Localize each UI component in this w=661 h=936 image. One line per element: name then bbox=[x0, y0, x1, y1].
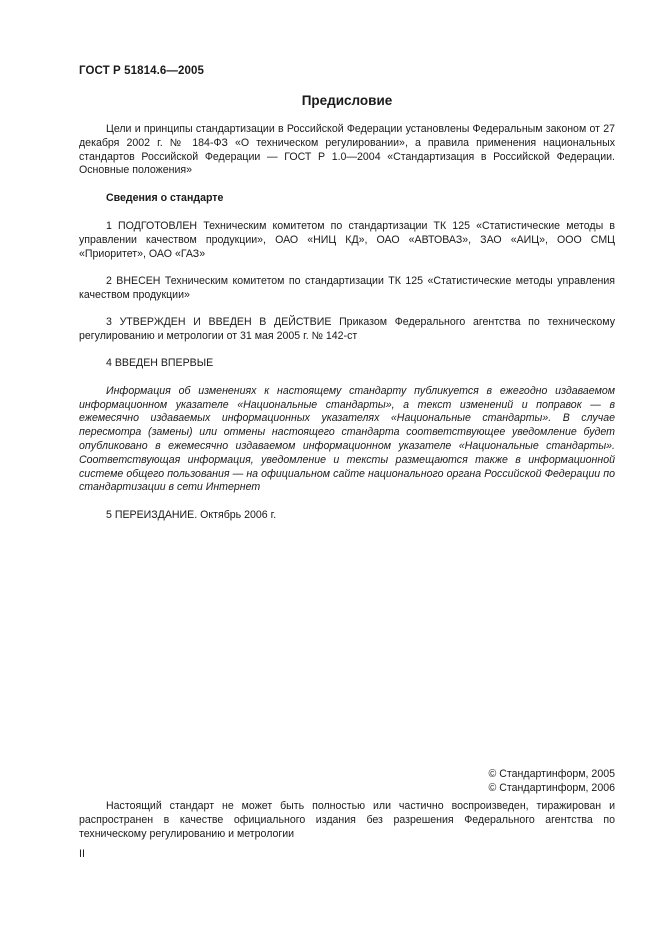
reproduction-rights-notice: Настоящий стандарт не может быть полностью или частично воспроизведен, тиражирован и распространен в качестве официального издания без разрешения Федерального агентства по техническому регулированию и метрологии bbox=[79, 800, 615, 840]
info-item-approved: 3 УТВЕРЖДЕН И ВВЕДЕН В ДЕЙСТВИЕ Приказом Федерального агентства по техническому регулированию и метрологии от 31 мая 2005 г. № 142-ст bbox=[79, 316, 615, 343]
info-item-prepared: 1 ПОДГОТОВЛЕН Техническим комитетом по стандартизации ТК 125 «Статистические методы в управлении качеством продукции», ОАО «НИЦ КД», ОАО «АВТОВАЗ», ЗАО «АИЦ», ООО СМЦ «Приоритет», ОАО «ГАЗ» bbox=[79, 220, 615, 260]
info-item-introduced: 4 ВВЕДЕН ВПЕРВЫЕ bbox=[106, 357, 214, 370]
copyright-line: © Стандартинформ, 2006 bbox=[488, 782, 615, 794]
intro-paragraph: Цели и принципы стандартизации в Российской Федерации установлены Федеральным законом от 27 декабря 2002 г. № 184-ФЗ «О техническом регулировании», а правила применения национальных стандартов Российской Федерации — ГОСТ Р 1.0—2004 «Стандартизация в Российской Федерации. Основные положения» bbox=[79, 123, 615, 177]
foreword-title: Предисловие bbox=[301, 93, 393, 108]
standard-info-heading: Сведения о стандарте bbox=[106, 191, 224, 204]
copyright-line: © Стандартинформ, 2005 bbox=[488, 768, 615, 780]
copyright-block bbox=[489, 767, 615, 795]
standard-code: ГОСТ Р 51814.6—2005 bbox=[79, 65, 204, 77]
reissue-item: 5 ПЕРЕИЗДАНИЕ. Октябрь 2006 г. bbox=[106, 508, 277, 521]
changes-notice-paragraph: Информация об изменениях к настоящему стандарту публикуется в ежегодно издаваемом информационном указателе «Национальные стандарты», а текст изменений и поправок — в ежемесячно издаваемых информационных указателях «Национальные стандарты». В случае пересмотра (замены) или отмены настоящего стандарта соответствующее уведомление будет опубликовано в ежемесячно издаваемом информационном указателе «Национальные стандарты». Соответствующая информация, уведомление и тексты размещаются также в информационной системе общего пользования — на официальном сайте национального органа Российской Федерации по стандартизации в сети Интернет bbox=[79, 384, 615, 494]
foreword-body bbox=[79, 123, 615, 536]
info-item-submitted: 2 ВНЕСЕН Техническим комитетом по стандартизации ТК 125 «Статистические методы управления качеством продукции» bbox=[79, 275, 615, 301]
page-number: II bbox=[79, 848, 85, 860]
